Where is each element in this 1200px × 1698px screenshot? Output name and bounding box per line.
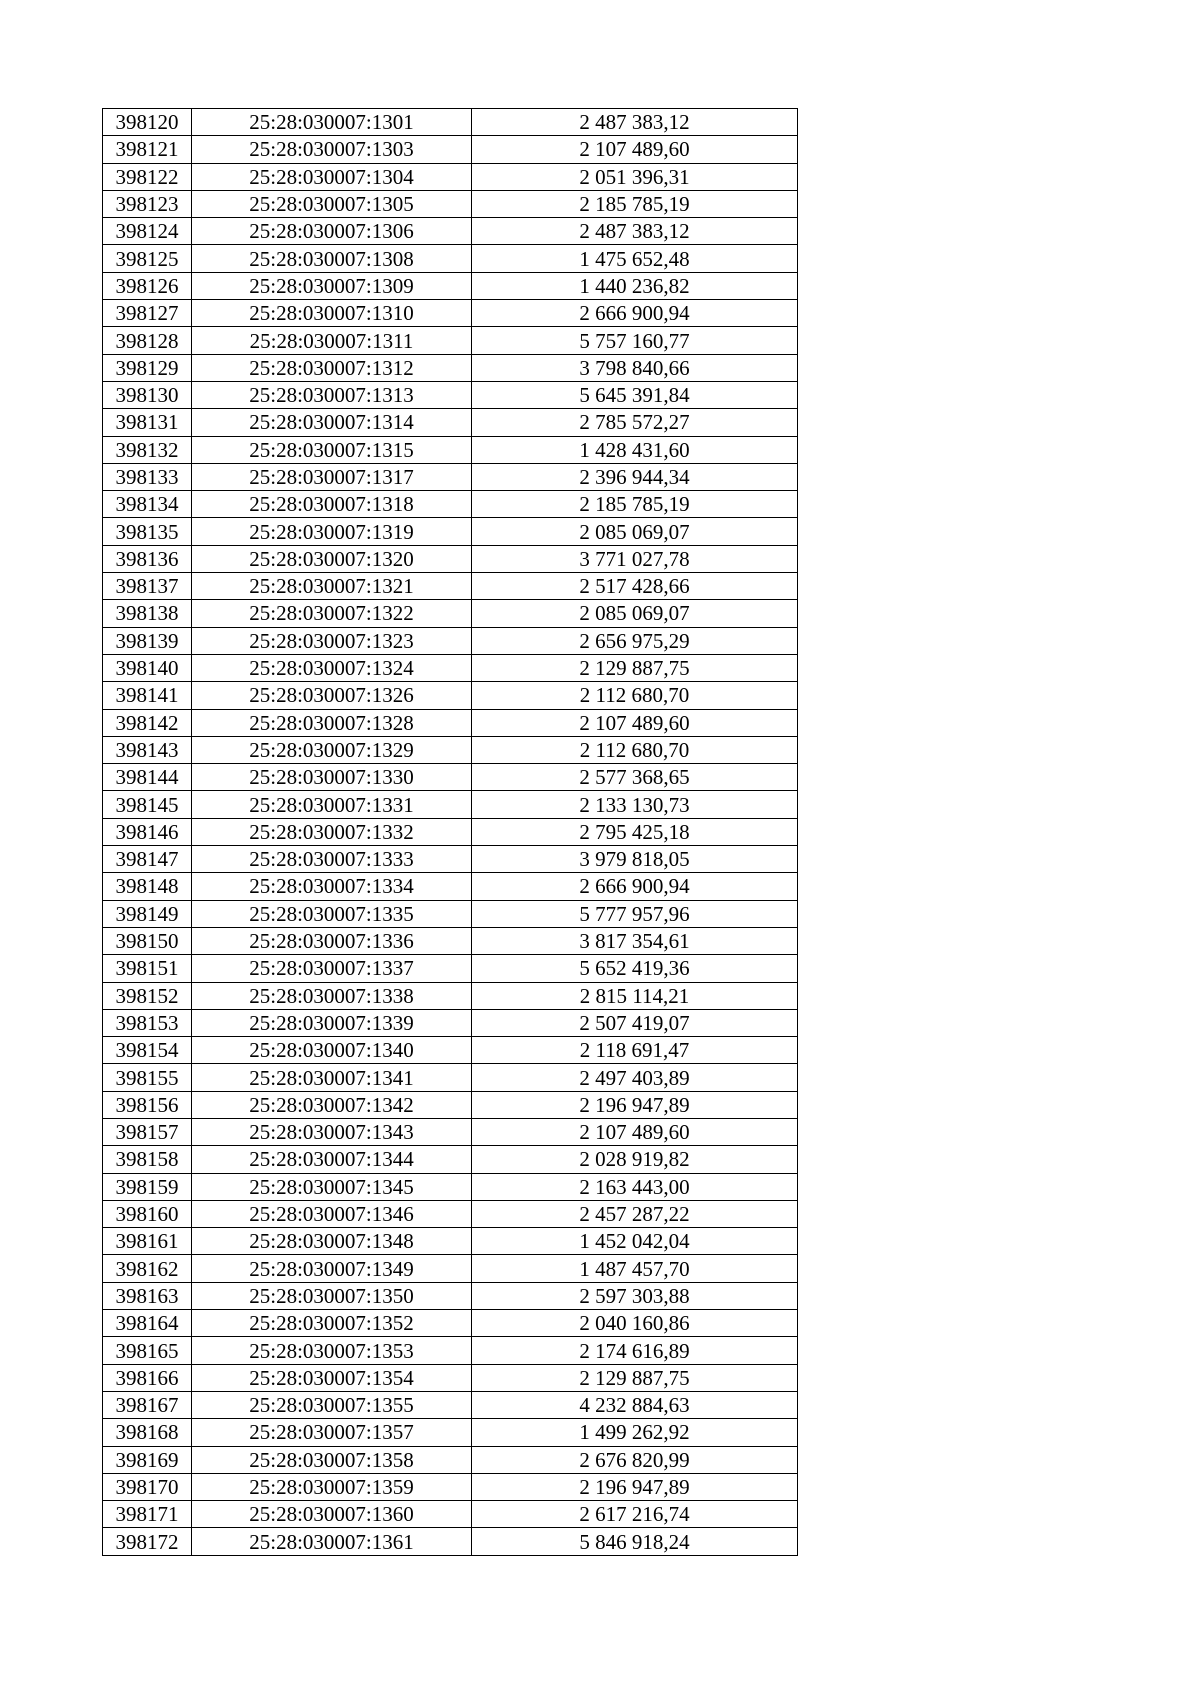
table-row [103,1528,798,1555]
table-row [103,654,798,681]
cadastral-number-cell: 25:28:030007:1314 [192,409,472,436]
row-number-cell: 398122 [103,163,192,190]
table-row [103,818,798,845]
row-number-cell: 398163 [103,1282,192,1309]
cadastral-number-cell: 25:28:030007:1341 [192,1064,472,1091]
cadastral-value-cell: 1 452 042,04 [472,1228,798,1255]
row-number-cell: 398166 [103,1364,192,1391]
row-number-cell: 398158 [103,1146,192,1173]
cadastral-value-cell: 2 487 383,12 [472,109,798,136]
row-number-cell: 398153 [103,1009,192,1036]
cadastral-value-cell: 2 517 428,66 [472,573,798,600]
table-row [103,518,798,545]
cadastral-value-cell: 2 174 616,89 [472,1337,798,1364]
cadastral-value-cell: 2 815 114,21 [472,982,798,1009]
cadastral-number-cell: 25:28:030007:1360 [192,1501,472,1528]
cadastral-number-cell: 25:28:030007:1355 [192,1391,472,1418]
row-number-cell: 398140 [103,654,192,681]
row-number-cell: 398149 [103,900,192,927]
cadastral-value-cell: 3 817 354,61 [472,927,798,954]
cadastral-number-cell: 25:28:030007:1339 [192,1009,472,1036]
cadastral-number-cell: 25:28:030007:1318 [192,491,472,518]
cadastral-number-cell: 25:28:030007:1328 [192,709,472,736]
cadastral-value-cell: 2 396 944,34 [472,463,798,490]
row-number-cell: 398125 [103,245,192,272]
table-row [103,1364,798,1391]
row-number-cell: 398143 [103,736,192,763]
table-row [103,436,798,463]
cadastral-value-cell: 2 133 130,73 [472,791,798,818]
row-number-cell: 398162 [103,1255,192,1282]
cadastral-number-cell: 25:28:030007:1346 [192,1200,472,1227]
row-number-cell: 398120 [103,109,192,136]
cadastral-number-cell: 25:28:030007:1315 [192,436,472,463]
table-row [103,955,798,982]
cadastral-value-cell: 2 118 691,47 [472,1037,798,1064]
table-row [103,1009,798,1036]
cadastral-number-cell: 25:28:030007:1313 [192,381,472,408]
cadastral-value-cell: 2 785 572,27 [472,409,798,436]
row-number-cell: 398144 [103,764,192,791]
row-number-cell: 398138 [103,600,192,627]
cadastral-number-cell: 25:28:030007:1349 [192,1255,472,1282]
cadastral-value-cell: 2 457 287,22 [472,1200,798,1227]
cadastral-value-cell: 2 129 887,75 [472,1364,798,1391]
table-body [103,109,798,1556]
row-number-cell: 398126 [103,272,192,299]
row-number-cell: 398134 [103,491,192,518]
table-row [103,736,798,763]
cadastral-number-cell: 25:28:030007:1361 [192,1528,472,1555]
cadastral-value-cell: 3 798 840,66 [472,354,798,381]
table-row [103,327,798,354]
table-row [103,1064,798,1091]
table-row [103,491,798,518]
cadastral-value-cell: 2 107 489,60 [472,1118,798,1145]
row-number-cell: 398128 [103,327,192,354]
cadastral-number-cell: 25:28:030007:1308 [192,245,472,272]
table-row [103,600,798,627]
table-row [103,627,798,654]
table-row [103,1282,798,1309]
cadastral-number-cell: 25:28:030007:1304 [192,163,472,190]
cadastral-number-cell: 25:28:030007:1321 [192,573,472,600]
row-number-cell: 398135 [103,518,192,545]
table-row [103,900,798,927]
table-row [103,463,798,490]
row-number-cell: 398160 [103,1200,192,1227]
cadastral-value-cell: 2 112 680,70 [472,736,798,763]
cadastral-value-table [102,108,798,1556]
table-row [103,218,798,245]
row-number-cell: 398156 [103,1091,192,1118]
cadastral-value-cell: 2 185 785,19 [472,491,798,518]
cadastral-number-cell: 25:28:030007:1306 [192,218,472,245]
cadastral-number-cell: 25:28:030007:1335 [192,900,472,927]
cadastral-number-cell: 25:28:030007:1354 [192,1364,472,1391]
row-number-cell: 398148 [103,873,192,900]
cadastral-number-cell: 25:28:030007:1303 [192,136,472,163]
row-number-cell: 398152 [103,982,192,1009]
cadastral-value-cell: 2 107 489,60 [472,136,798,163]
row-number-cell: 398165 [103,1337,192,1364]
row-number-cell: 398159 [103,1173,192,1200]
cadastral-value-cell: 2 112 680,70 [472,682,798,709]
row-number-cell: 398137 [103,573,192,600]
cadastral-value-cell: 2 487 383,12 [472,218,798,245]
cadastral-number-cell: 25:28:030007:1329 [192,736,472,763]
cadastral-value-cell: 2 617 216,74 [472,1501,798,1528]
cadastral-value-cell: 1 440 236,82 [472,272,798,299]
cadastral-number-cell: 25:28:030007:1358 [192,1446,472,1473]
table-row [103,136,798,163]
cadastral-value-cell: 3 771 027,78 [472,545,798,572]
row-number-cell: 398167 [103,1391,192,1418]
row-number-cell: 398147 [103,846,192,873]
cadastral-value-cell: 5 757 160,77 [472,327,798,354]
row-number-cell: 398164 [103,1310,192,1337]
cadastral-value-cell: 2 085 069,07 [472,518,798,545]
row-number-cell: 398168 [103,1419,192,1446]
cadastral-value-cell: 2 185 785,19 [472,190,798,217]
row-number-cell: 398123 [103,190,192,217]
cadastral-number-cell: 25:28:030007:1311 [192,327,472,354]
cadastral-number-cell: 25:28:030007:1359 [192,1473,472,1500]
cadastral-value-cell: 2 795 425,18 [472,818,798,845]
row-number-cell: 398172 [103,1528,192,1555]
table-row [103,1228,798,1255]
cadastral-value-cell: 4 232 884,63 [472,1391,798,1418]
cadastral-number-cell: 25:28:030007:1301 [192,109,472,136]
row-number-cell: 398155 [103,1064,192,1091]
cadastral-number-cell: 25:28:030007:1319 [192,518,472,545]
cadastral-number-cell: 25:28:030007:1357 [192,1419,472,1446]
table-row [103,573,798,600]
table-row [103,791,798,818]
table-row [103,109,798,136]
cadastral-number-cell: 25:28:030007:1309 [192,272,472,299]
cadastral-value-cell: 5 846 918,24 [472,1528,798,1555]
row-number-cell: 398133 [103,463,192,490]
cadastral-value-cell: 2 497 403,89 [472,1064,798,1091]
table-row [103,1501,798,1528]
table-row [103,300,798,327]
cadastral-value-cell: 2 163 443,00 [472,1173,798,1200]
row-number-cell: 398146 [103,818,192,845]
table-row [103,245,798,272]
table-row [103,873,798,900]
table-row [103,846,798,873]
table-row [103,709,798,736]
row-number-cell: 398130 [103,381,192,408]
table-row [103,1446,798,1473]
table-row [103,190,798,217]
cadastral-value-cell: 2 196 947,89 [472,1091,798,1118]
cadastral-number-cell: 25:28:030007:1352 [192,1310,472,1337]
cadastral-number-cell: 25:28:030007:1334 [192,873,472,900]
table-row [103,354,798,381]
table-row [103,1255,798,1282]
row-number-cell: 398151 [103,955,192,982]
cadastral-value-cell: 2 656 975,29 [472,627,798,654]
cadastral-value-cell: 1 428 431,60 [472,436,798,463]
cadastral-value-cell: 3 979 818,05 [472,846,798,873]
table-row [103,682,798,709]
table-row [103,1310,798,1337]
cadastral-number-cell: 25:28:030007:1317 [192,463,472,490]
cadastral-value-cell: 2 028 919,82 [472,1146,798,1173]
cadastral-value-cell: 5 645 391,84 [472,381,798,408]
cadastral-number-cell: 25:28:030007:1331 [192,791,472,818]
cadastral-number-cell: 25:28:030007:1326 [192,682,472,709]
row-number-cell: 398142 [103,709,192,736]
cadastral-value-cell: 1 475 652,48 [472,245,798,272]
row-number-cell: 398154 [103,1037,192,1064]
cadastral-value-cell: 2 129 887,75 [472,654,798,681]
row-number-cell: 398157 [103,1118,192,1145]
row-number-cell: 398150 [103,927,192,954]
cadastral-number-cell: 25:28:030007:1345 [192,1173,472,1200]
table-row [103,1146,798,1173]
table-row [103,1173,798,1200]
cadastral-number-cell: 25:28:030007:1342 [192,1091,472,1118]
row-number-cell: 398169 [103,1446,192,1473]
cadastral-value-cell: 1 499 262,92 [472,1419,798,1446]
table-row [103,1419,798,1446]
cadastral-value-cell: 1 487 457,70 [472,1255,798,1282]
cadastral-value-cell: 2 597 303,88 [472,1282,798,1309]
cadastral-number-cell: 25:28:030007:1344 [192,1146,472,1173]
row-number-cell: 398161 [103,1228,192,1255]
cadastral-number-cell: 25:28:030007:1310 [192,300,472,327]
cadastral-number-cell: 25:28:030007:1333 [192,846,472,873]
table-row [103,927,798,954]
cadastral-value-cell: 2 666 900,94 [472,873,798,900]
cadastral-number-cell: 25:28:030007:1337 [192,955,472,982]
table-row [103,545,798,572]
cadastral-number-cell: 25:28:030007:1332 [192,818,472,845]
cadastral-value-cell: 2 666 900,94 [472,300,798,327]
cadastral-value-cell: 2 107 489,60 [472,709,798,736]
cadastral-value-cell: 2 051 396,31 [472,163,798,190]
cadastral-value-cell: 2 507 419,07 [472,1009,798,1036]
cadastral-value-cell: 2 577 368,65 [472,764,798,791]
cadastral-value-cell: 5 652 419,36 [472,955,798,982]
table-row [103,1091,798,1118]
cadastral-number-cell: 25:28:030007:1320 [192,545,472,572]
row-number-cell: 398131 [103,409,192,436]
cadastral-number-cell: 25:28:030007:1330 [192,764,472,791]
row-number-cell: 398139 [103,627,192,654]
cadastral-number-cell: 25:28:030007:1323 [192,627,472,654]
table-row [103,1200,798,1227]
cadastral-number-cell: 25:28:030007:1338 [192,982,472,1009]
table-row [103,764,798,791]
row-number-cell: 398171 [103,1501,192,1528]
table-row [103,1337,798,1364]
cadastral-number-cell: 25:28:030007:1348 [192,1228,472,1255]
table-row [103,409,798,436]
cadastral-number-cell: 25:28:030007:1336 [192,927,472,954]
cadastral-value-cell: 5 777 957,96 [472,900,798,927]
table-row [103,982,798,1009]
cadastral-number-cell: 25:28:030007:1353 [192,1337,472,1364]
row-number-cell: 398121 [103,136,192,163]
table-row [103,381,798,408]
cadastral-number-cell: 25:28:030007:1343 [192,1118,472,1145]
table-row [103,272,798,299]
row-number-cell: 398132 [103,436,192,463]
table-row [103,1391,798,1418]
cadastral-value-cell: 2 085 069,07 [472,600,798,627]
row-number-cell: 398170 [103,1473,192,1500]
cadastral-number-cell: 25:28:030007:1322 [192,600,472,627]
row-number-cell: 398129 [103,354,192,381]
cadastral-value-cell: 2 196 947,89 [472,1473,798,1500]
row-number-cell: 398127 [103,300,192,327]
row-number-cell: 398141 [103,682,192,709]
cadastral-number-cell: 25:28:030007:1324 [192,654,472,681]
table-row [103,163,798,190]
table-row [103,1037,798,1064]
row-number-cell: 398145 [103,791,192,818]
table-row [103,1473,798,1500]
row-number-cell: 398136 [103,545,192,572]
cadastral-number-cell: 25:28:030007:1340 [192,1037,472,1064]
row-number-cell: 398124 [103,218,192,245]
cadastral-value-cell: 2 676 820,99 [472,1446,798,1473]
table-row [103,1118,798,1145]
cadastral-number-cell: 25:28:030007:1350 [192,1282,472,1309]
cadastral-number-cell: 25:28:030007:1305 [192,190,472,217]
cadastral-number-cell: 25:28:030007:1312 [192,354,472,381]
cadastral-value-cell: 2 040 160,86 [472,1310,798,1337]
